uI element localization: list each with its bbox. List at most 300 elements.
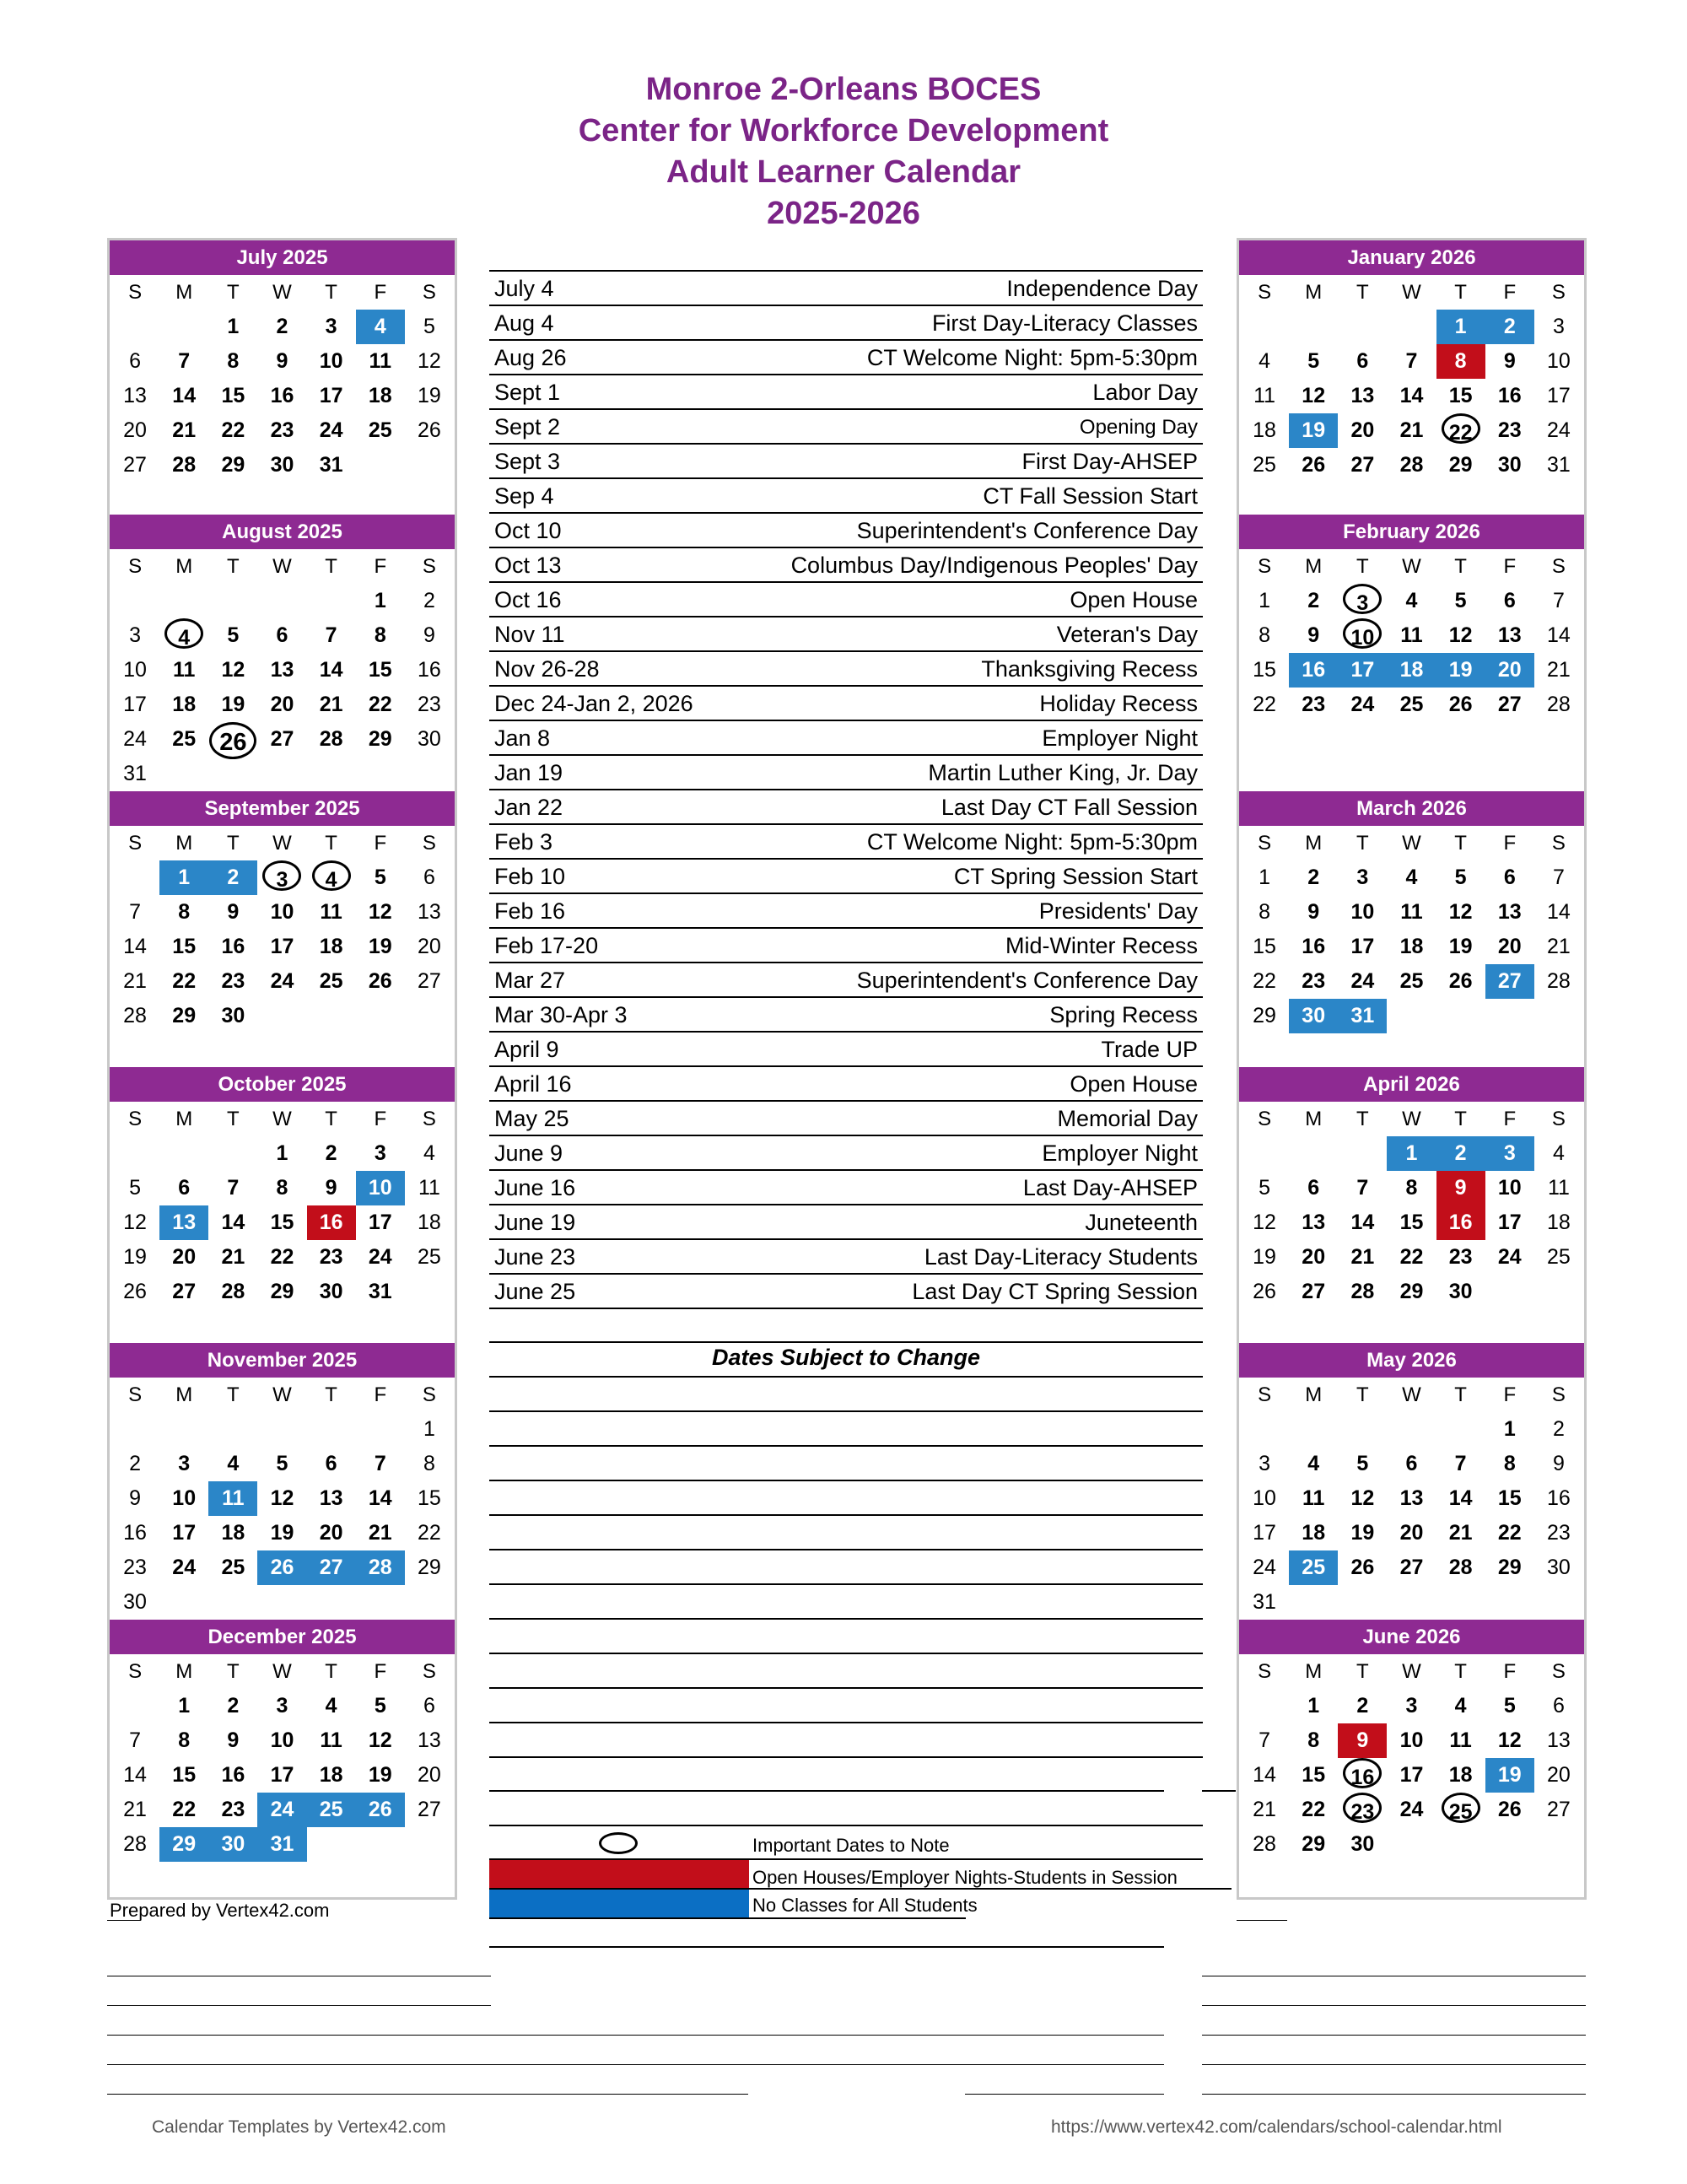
day-cell: 17 [270, 935, 294, 958]
day-cell: 27 [1485, 964, 1534, 999]
day-cell: 20 [1350, 418, 1375, 442]
weekday-header: T [227, 1383, 240, 1406]
day-cell: 2 [227, 1694, 240, 1718]
empty-day [1240, 1689, 1289, 1723]
empty-day [1289, 1136, 1338, 1171]
weekday-header: F [1503, 1383, 1517, 1406]
month-header: June 2026 [1239, 1620, 1584, 1654]
day-cell: 23 [221, 969, 245, 993]
weekday-header: T [325, 1108, 337, 1130]
day-cell: 11 [320, 1728, 342, 1752]
month-grid [110, 275, 455, 483]
day-cell: 21 [319, 693, 343, 716]
weekday-header: W [272, 1660, 292, 1683]
event-date: May 25 [494, 1106, 569, 1131]
day-cell: 7 [129, 1728, 142, 1752]
event-name: Open House [1070, 587, 1198, 612]
day-cell: 21 [1350, 1245, 1375, 1269]
note-line [965, 2094, 1164, 2095]
day-cell: 25 [368, 418, 392, 442]
month-march-2026 [1237, 791, 1587, 1067]
day-cell [1338, 1793, 1387, 1827]
weekday-header: T [227, 1660, 240, 1683]
day-cell: 22 [270, 1245, 294, 1269]
event-name: Martin Luther King, Jr. Day [928, 760, 1198, 785]
day-cell: 13 [159, 1205, 208, 1240]
day-cell: 1 [178, 1694, 191, 1718]
footer-templates-link[interactable]: Calendar Templates by Vertex42.com [152, 2117, 446, 2137]
day-cell: 31 [1547, 453, 1571, 477]
empty-day [1387, 310, 1436, 344]
day-cell: 21 [172, 418, 197, 442]
weekday-header: S [1258, 1108, 1272, 1130]
event-row [489, 825, 1203, 860]
no-classes-swatch [489, 1890, 749, 1917]
day-cell: 22 [1253, 693, 1276, 716]
weekday-header: T [227, 1108, 240, 1130]
empty-day [356, 1412, 405, 1447]
month-june-2026 [1237, 1620, 1587, 1900]
day-cell: 15 [1448, 384, 1473, 407]
event-name: CT Welcome Night: 5pm-5:30pm [866, 829, 1198, 855]
day-cell: 25 [1253, 453, 1276, 477]
day-cell: 22 [172, 1798, 197, 1821]
month-grid [1239, 275, 1584, 483]
day-cell: 9 [227, 900, 240, 924]
event-row [489, 721, 1203, 756]
day-cell: 17 [1399, 1763, 1424, 1787]
day-cell: 7 [325, 623, 337, 647]
day-cell: 26 [418, 418, 441, 442]
day-cell: 12 [1448, 623, 1473, 647]
weekday-header: M [175, 1660, 193, 1683]
day-cell: 11 [1253, 384, 1276, 407]
day-cell: 28 [319, 727, 343, 751]
day-cell: 2 [1307, 866, 1320, 889]
day-cell: 27 [1399, 1556, 1424, 1579]
blank-line [489, 1618, 1203, 1620]
day-cell: 6 [423, 1694, 435, 1718]
weekday-header: T [1356, 1660, 1369, 1683]
day-cell: 18 [1302, 1521, 1326, 1545]
day-cell: 11 [418, 1176, 440, 1200]
day-cell: 26 [1497, 1798, 1522, 1821]
day-cell: 4 [1405, 589, 1418, 612]
day-cell: 13 [319, 1486, 343, 1510]
weekday-header: F [1503, 832, 1517, 855]
note-line [1202, 2094, 1586, 2095]
month-october-2025 [107, 1067, 457, 1343]
month-header: February 2026 [1239, 515, 1584, 549]
day-cell: 13 [1497, 623, 1522, 647]
month-grid [110, 826, 455, 1033]
day-cell: 5 [374, 866, 386, 889]
day-cell: 13 [270, 658, 294, 682]
event-name: CT Spring Session Start [953, 864, 1198, 889]
day-cell: 17 [368, 1211, 392, 1234]
day-cell: 12 [1497, 1728, 1522, 1752]
event-row [489, 1033, 1203, 1067]
weekday-header: F [374, 832, 387, 855]
day-cell: 8 [374, 623, 386, 647]
day-cell: 8 [1436, 344, 1485, 379]
day-cell: 22 [418, 1521, 441, 1545]
day-cell: 4 [356, 310, 405, 344]
event-date: Jan 8 [494, 725, 551, 751]
day-cell: 8 [1405, 1176, 1418, 1200]
day-cell: 17 [172, 1521, 197, 1545]
day-cell: 26 [1350, 1556, 1375, 1579]
day-cell: 3 [276, 1694, 288, 1718]
important-date-circle: 22 [1442, 413, 1480, 444]
day-cell: 18 [172, 693, 197, 716]
weekday-header: M [175, 281, 193, 304]
month-header: March 2026 [1239, 791, 1584, 826]
event-name: Superintendent's Conference Day [856, 968, 1198, 993]
day-cell: 29 [1253, 1004, 1276, 1027]
day-cell: 8 [276, 1176, 288, 1200]
weekday-header: S [1551, 1108, 1566, 1130]
day-cell: 26 [368, 969, 392, 993]
day-cell: 12 [368, 900, 392, 924]
day-cell: 18 [319, 935, 343, 958]
day-cell: 9 [1552, 1452, 1565, 1475]
weekday-header: M [175, 1108, 193, 1130]
day-cell: 27 [172, 1280, 197, 1303]
weekday-header: M [1305, 1108, 1323, 1130]
day-cell: 11 [1547, 1176, 1570, 1200]
event-name: Spring Recess [1049, 1002, 1198, 1027]
event-row [489, 790, 1203, 825]
blank-line [489, 1410, 1203, 1412]
day-cell: 7 [1552, 866, 1565, 889]
event-row [489, 479, 1203, 514]
month-grid [110, 1378, 455, 1620]
weekday-header: W [272, 832, 292, 855]
day-cell: 12 [1448, 900, 1473, 924]
event-name: Labor Day [1092, 380, 1198, 405]
important-date-circle: 4 [312, 860, 351, 891]
event-date: July 4 [494, 276, 554, 301]
day-cell [1436, 413, 1485, 448]
weekday-header: W [1402, 1108, 1421, 1130]
month-header: December 2025 [110, 1620, 455, 1654]
weekday-header: T [1454, 555, 1467, 578]
day-cell: 5 [227, 623, 240, 647]
weekday-header: T [1356, 832, 1369, 855]
event-row [489, 963, 1203, 998]
day-cell: 12 [1302, 384, 1326, 407]
event-row [489, 272, 1203, 306]
day-cell: 14 [319, 658, 343, 682]
event-date: Jan 19 [494, 760, 563, 785]
event-date: Sep 4 [494, 483, 554, 509]
day-cell: 21 [1547, 935, 1571, 958]
day-cell: 7 [1454, 1452, 1467, 1475]
blank-line [489, 1376, 1203, 1378]
event-date: Aug 26 [494, 345, 567, 370]
day-cell: 21 [368, 1521, 392, 1545]
day-cell: 2 [325, 1141, 337, 1165]
day-cell: 26 [1302, 453, 1326, 477]
day-cell: 7 [374, 1452, 386, 1475]
day-cell: 13 [1497, 900, 1522, 924]
empty-day [159, 584, 208, 618]
day-cell: 9 [1436, 1171, 1485, 1205]
day-cell: 12 [1253, 1211, 1276, 1234]
footer-url-link[interactable]: https://www.vertex42.com/calendars/school-calendar.html [1051, 2117, 1502, 2137]
day-cell: 4 [227, 1452, 240, 1475]
calendar-title [0, 69, 1687, 235]
note-line [1202, 2005, 1586, 2006]
day-cell: 30 [1448, 1280, 1473, 1303]
day-cell: 10 [123, 658, 147, 682]
event-name: CT Fall Session Start [983, 483, 1198, 509]
day-cell: 17 [1547, 384, 1571, 407]
note-line [107, 2035, 1164, 2036]
blank-line [489, 1653, 1203, 1654]
empty-day [1240, 310, 1289, 344]
weekday-header: T [227, 281, 240, 304]
day-cell [1338, 618, 1387, 653]
day-cell: 27 [1497, 693, 1522, 716]
event-name: Last Day CT Fall Session [941, 795, 1198, 820]
day-cell: 11 [1400, 623, 1423, 647]
day-cell: 30 [418, 727, 441, 751]
day-cell: 23 [418, 693, 441, 716]
day-cell: 9 [1503, 349, 1516, 373]
day-cell: 9 [276, 349, 288, 373]
day-cell: 9 [325, 1176, 337, 1200]
open-house-swatch [489, 1860, 749, 1888]
day-cell: 8 [1259, 623, 1271, 647]
empty-day [159, 1136, 208, 1171]
day-cell: 28 [1547, 969, 1571, 993]
day-cell: 16 [1289, 653, 1338, 688]
day-cell: 21 [1399, 418, 1424, 442]
weekday-header: F [374, 1108, 387, 1130]
event-row [489, 1275, 1203, 1309]
month-header: September 2025 [110, 791, 455, 826]
day-cell: 16 [221, 1763, 245, 1787]
event-row [489, 894, 1203, 929]
event-name: Thanksgiving Recess [981, 656, 1198, 682]
event-date: June 25 [494, 1279, 576, 1304]
blank-line [489, 1549, 1203, 1550]
empty-day [1289, 1412, 1338, 1447]
day-cell: 6 [1552, 1694, 1565, 1718]
day-cell: 2 [1307, 589, 1320, 612]
day-cell: 19 [368, 935, 392, 958]
day-cell: 29 [159, 1827, 208, 1862]
day-cell: 23 [270, 418, 294, 442]
day-cell: 24 [257, 1793, 306, 1827]
empty-day [159, 1412, 208, 1447]
day-cell: 28 [1547, 693, 1571, 716]
month-header: January 2026 [1239, 240, 1584, 275]
day-cell: 23 [123, 1556, 147, 1579]
weekday-header: M [1305, 832, 1323, 855]
day-cell: 2 [1436, 1136, 1485, 1171]
weekday-header: F [374, 1383, 387, 1406]
day-cell: 14 [1399, 384, 1424, 407]
event-name: First Day-AHSEP [1021, 449, 1198, 474]
day-cell: 26 [123, 1280, 147, 1303]
event-row [489, 410, 1203, 445]
day-cell: 16 [1302, 935, 1326, 958]
weekday-header: F [1503, 281, 1517, 304]
event-date: April 9 [494, 1037, 559, 1062]
day-cell: 15 [1253, 658, 1276, 682]
note-line [1237, 1920, 1287, 1921]
day-cell: 15 [418, 1486, 441, 1510]
event-name: Independence Day [1006, 276, 1198, 301]
event-row [489, 445, 1203, 479]
day-cell: 20 [1399, 1521, 1424, 1545]
empty-day [1289, 310, 1338, 344]
day-cell: 24 [1399, 1798, 1424, 1821]
weekday-header: T [1356, 281, 1369, 304]
day-cell: 17 [1350, 935, 1375, 958]
month-july-2025 [107, 238, 457, 515]
month-august-2025 [107, 515, 457, 791]
weekday-header: T [1356, 1108, 1369, 1130]
event-date: Feb 16 [494, 898, 566, 924]
day-cell: 14 [123, 1763, 147, 1787]
day-cell: 3 [1259, 1452, 1271, 1475]
day-cell: 9 [1307, 623, 1320, 647]
blank-line [489, 1825, 1203, 1826]
weekday-header: T [325, 555, 337, 578]
day-cell: 19 [1436, 653, 1485, 688]
day-cell: 1 [1387, 1136, 1436, 1171]
day-cell: 24 [123, 727, 147, 751]
day-cell: 9 [227, 1728, 240, 1752]
divider [489, 1341, 1203, 1343]
event-date: Oct 13 [494, 553, 562, 578]
day-cell: 24 [1547, 418, 1571, 442]
important-date-circle: 4 [164, 618, 203, 649]
day-cell: 6 [1356, 349, 1369, 373]
blank-line [489, 1514, 1203, 1516]
weekday-header: M [1305, 281, 1323, 304]
day-cell: 20 [1497, 935, 1522, 958]
day-cell: 30 [1350, 1832, 1375, 1856]
day-cell [159, 618, 208, 653]
day-cell: 18 [1387, 653, 1436, 688]
day-cell: 3 [1485, 1136, 1534, 1171]
weekday-header: W [1402, 1660, 1421, 1683]
event-date: Feb 10 [494, 864, 566, 889]
day-cell: 31 [123, 762, 147, 785]
day-cell: 2 [208, 860, 257, 895]
empty-day [257, 584, 306, 618]
day-cell: 9 [1307, 900, 1320, 924]
weekday-header: T [1356, 555, 1369, 578]
day-cell: 28 [172, 453, 197, 477]
event-date: Sept 1 [494, 380, 561, 405]
day-cell: 14 [172, 384, 197, 407]
event-row [489, 860, 1203, 894]
month-january-2026 [1237, 238, 1587, 515]
day-cell: 17 [1497, 1211, 1522, 1234]
day-cell: 18 [319, 1763, 343, 1787]
day-cell: 19 [1253, 1245, 1276, 1269]
event-row [489, 375, 1203, 410]
day-cell: 28 [123, 1832, 147, 1856]
day-cell: 20 [172, 1245, 197, 1269]
weekday-header: F [374, 555, 387, 578]
day-cell: 1 [1307, 1694, 1320, 1718]
day-cell: 28 [1448, 1556, 1473, 1579]
month-december-2025 [107, 1620, 457, 1900]
note-line [107, 1920, 141, 1921]
day-cell: 31 [368, 1280, 392, 1303]
day-cell: 23 [319, 1245, 343, 1269]
weekday-header: W [1402, 832, 1421, 855]
weekday-header: S [1551, 832, 1566, 855]
weekday-header: T [325, 1383, 337, 1406]
day-cell: 4 [1307, 1452, 1320, 1475]
day-cell: 6 [1307, 1176, 1320, 1200]
day-cell: 29 [368, 727, 392, 751]
day-cell: 20 [1302, 1245, 1326, 1269]
empty-day [257, 1412, 306, 1447]
legend-no-classes: No Classes for All Students [752, 1895, 978, 1916]
day-cell: 6 [276, 623, 288, 647]
day-cell: 17 [1253, 1521, 1276, 1545]
day-cell: 6 [1503, 589, 1516, 612]
day-cell: 14 [1547, 900, 1571, 924]
day-cell: 23 [1302, 969, 1326, 993]
weekday-header: S [128, 1660, 143, 1683]
event-date: June 19 [494, 1210, 576, 1235]
day-cell: 27 [418, 1798, 441, 1821]
empty-day [307, 1412, 356, 1447]
day-cell: 5 [1356, 1452, 1369, 1475]
day-cell: 20 [270, 693, 294, 716]
note-line [1202, 2035, 1586, 2036]
event-name: Last Day-Literacy Students [924, 1244, 1198, 1270]
day-cell [1338, 584, 1387, 618]
day-cell: 17 [319, 384, 343, 407]
day-cell: 31 [319, 453, 343, 477]
weekday-header: W [272, 555, 292, 578]
day-cell: 16 [1497, 384, 1522, 407]
blank-line [489, 1445, 1203, 1447]
event-date: April 16 [494, 1071, 572, 1097]
empty-day [1240, 1412, 1289, 1447]
day-cell: 11 [1302, 1486, 1325, 1510]
day-cell: 6 [178, 1176, 191, 1200]
month-february-2026 [1237, 515, 1587, 791]
day-cell: 16 [1547, 1486, 1571, 1510]
day-cell: 27 [307, 1550, 356, 1585]
day-cell: 19 [1448, 935, 1473, 958]
day-cell: 22 [221, 418, 245, 442]
legend-rule [489, 1946, 1164, 1948]
day-cell: 15 [172, 1763, 197, 1787]
day-cell: 15 [1302, 1763, 1326, 1787]
day-cell: 1 [1259, 866, 1271, 889]
day-cell: 11 [369, 349, 391, 373]
event-name: Trade UP [1101, 1037, 1198, 1062]
weekday-header: T [227, 555, 240, 578]
day-cell: 23 [1302, 693, 1326, 716]
event-name: Presidents' Day [1038, 898, 1198, 924]
blank-line [489, 1722, 1203, 1723]
event-name: Holiday Recess [1039, 691, 1198, 716]
